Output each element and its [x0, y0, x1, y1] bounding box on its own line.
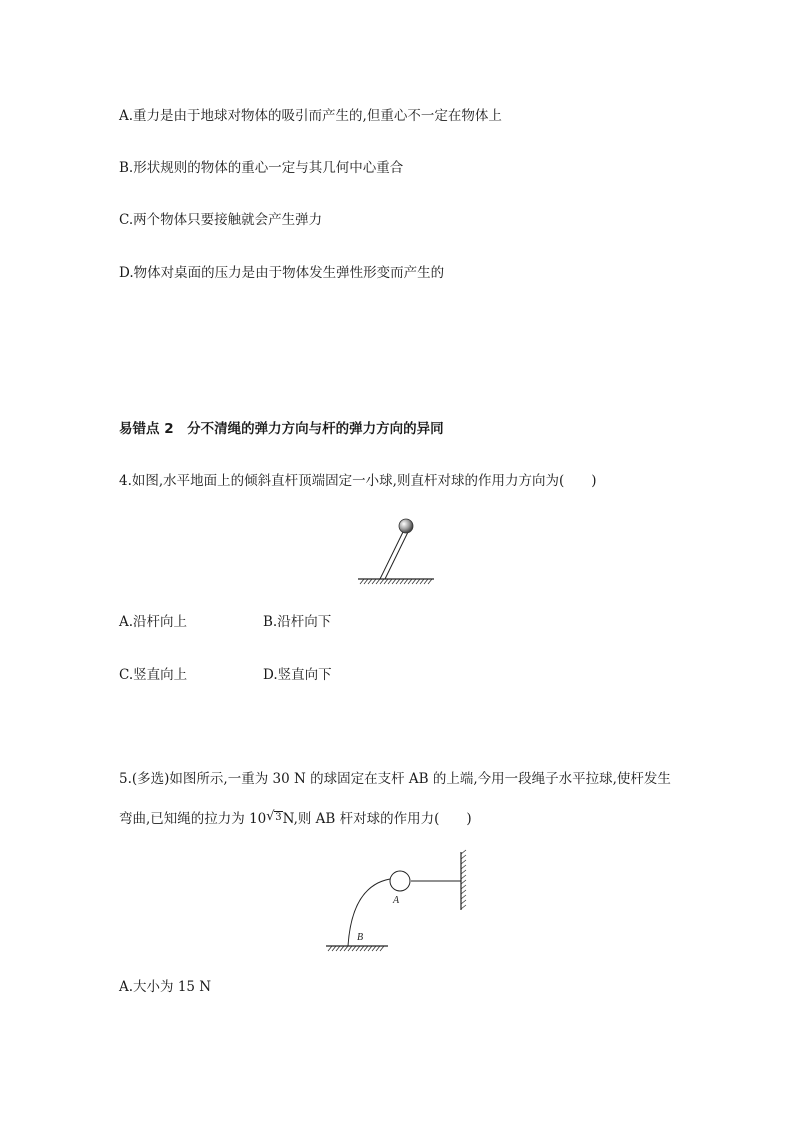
tilted-rod	[380, 532, 408, 579]
q4-option-b: B.沿杆向下	[263, 614, 332, 630]
q5-stem-line2	[119, 809, 472, 828]
q4-stem: 4.如图,水平地面上的倾斜直杆顶端固定一小球,则直杆对球的作用力方向为( )	[119, 473, 597, 489]
label-a: A	[393, 895, 400, 906]
q3-option-d: D.物体对桌面的压力是由于物体发生弹性形变而产生的	[119, 265, 445, 281]
q4-option-d: D.竖直向下	[263, 667, 332, 683]
q3-option-a: A.重力是由于地球对物体的吸引而产生的,但重心不一定在物体上	[119, 108, 502, 124]
q4-option-a: A.沿杆向上	[119, 614, 188, 630]
q5-option-a: A.大小为 15 N	[119, 979, 212, 995]
q3-option-b: B.形状规则的物体的重心一定与其几何中心重合	[119, 160, 404, 176]
radical-number: 3	[275, 812, 282, 823]
q5-figure	[320, 848, 480, 956]
wall	[461, 850, 466, 910]
ball	[390, 871, 410, 891]
q4-figure	[350, 512, 440, 587]
ball	[399, 519, 413, 533]
bent-rod	[348, 879, 390, 946]
q4-option-c: C.竖直向上	[119, 667, 188, 683]
q5-stem-line2-pre: 弯曲,已知绳的拉力为 10	[119, 811, 267, 827]
radical: √ $^3$	[266, 809, 282, 824]
ground-hatch	[358, 579, 434, 584]
ground-hatch	[326, 946, 388, 951]
q3-option-c: C.两个物体只要接触就会产生弹力	[119, 212, 323, 228]
q5-stem-line1: 5.(多选)如图所示,一重为 30 N 的球固定在支杆 AB 的上端,今用一段绳子水平拉球,使杆发生	[119, 771, 671, 787]
label-b: B	[357, 932, 364, 943]
q5-stem-line2-post: N,则 AB 杆对球的作用力( )	[282, 811, 472, 827]
section-heading: 易错点 2 分不清绳的弹力方向与杆的弹力方向的异同	[119, 421, 444, 437]
